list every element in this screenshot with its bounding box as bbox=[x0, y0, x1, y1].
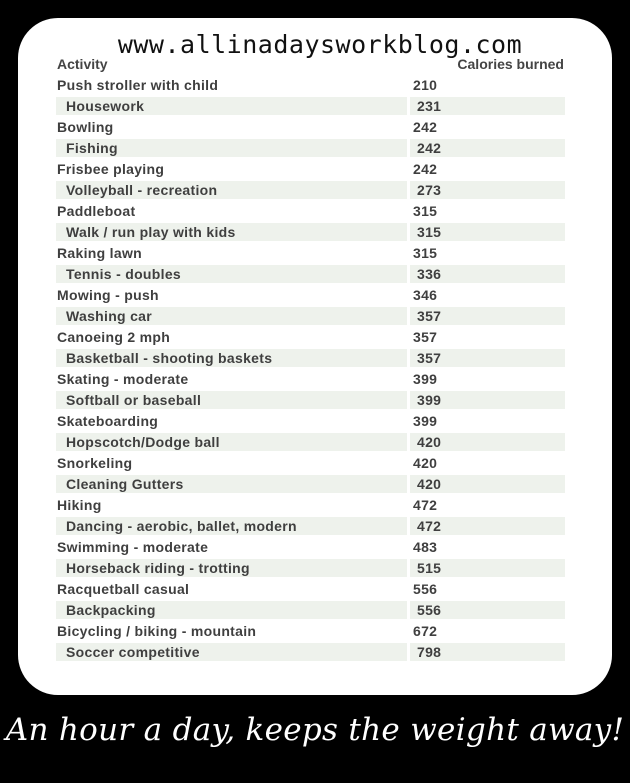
activity-cell: Volleyball - recreation bbox=[56, 181, 407, 199]
calories-cell: 420 bbox=[413, 454, 438, 471]
calories-cell: 483 bbox=[413, 538, 438, 555]
calories-cell: 798 bbox=[410, 643, 565, 661]
activity-cell: Canoeing 2 mph bbox=[57, 328, 171, 345]
calories-cell: 399 bbox=[413, 370, 438, 387]
table-row bbox=[56, 578, 565, 599]
calories-cell: 242 bbox=[413, 118, 438, 135]
table-row bbox=[56, 284, 565, 305]
calories-cell: 399 bbox=[410, 391, 565, 409]
activity-cell: Skating - moderate bbox=[57, 370, 189, 387]
table-row bbox=[56, 263, 565, 284]
calories-cell: 399 bbox=[413, 412, 438, 429]
table-row bbox=[56, 494, 565, 515]
table-row bbox=[56, 410, 565, 431]
calories-cell: 336 bbox=[410, 265, 565, 283]
calories-cell: 273 bbox=[410, 181, 565, 199]
calories-cell: 472 bbox=[413, 496, 438, 513]
calories-cell: 357 bbox=[410, 307, 565, 325]
calories-cell: 242 bbox=[413, 160, 438, 177]
calories-cell: 346 bbox=[413, 286, 438, 303]
activity-cell: Snorkeling bbox=[57, 454, 133, 471]
table-row bbox=[56, 557, 565, 578]
calories-cell: 515 bbox=[410, 559, 565, 577]
calories-cell: 210 bbox=[413, 76, 438, 93]
table-row bbox=[56, 305, 565, 326]
activity-cell: Bicycling / biking - mountain bbox=[57, 622, 257, 639]
activity-cell: Softball or baseball bbox=[56, 391, 407, 409]
calories-cell: 315 bbox=[413, 202, 438, 219]
activity-cell: Skateboarding bbox=[57, 412, 159, 429]
calories-cell: 556 bbox=[410, 601, 565, 619]
activity-cell: Paddleboat bbox=[57, 202, 136, 219]
table-header bbox=[56, 54, 565, 74]
calories-cell: 420 bbox=[410, 433, 565, 451]
activity-cell: Frisbee playing bbox=[57, 160, 165, 177]
table-row bbox=[56, 641, 565, 662]
activity-cell: Hiking bbox=[57, 496, 102, 513]
calories-cell: 556 bbox=[413, 580, 438, 597]
calories-cell: 315 bbox=[410, 223, 565, 241]
calories-cell: 315 bbox=[413, 244, 438, 261]
activity-cell: Cleaning Gutters bbox=[56, 475, 407, 493]
tagline: An hour a day, keeps the weight away! bbox=[5, 712, 625, 748]
table-row bbox=[56, 515, 565, 536]
table-row bbox=[56, 95, 565, 116]
table-row bbox=[56, 242, 565, 263]
activity-cell: Swimming - moderate bbox=[57, 538, 209, 555]
calories-cell: 231 bbox=[410, 97, 565, 115]
calories-table bbox=[56, 54, 565, 662]
table-row bbox=[56, 221, 565, 242]
activity-cell: Mowing - push bbox=[57, 286, 159, 303]
table-row bbox=[56, 431, 565, 452]
activity-cell: Push stroller with child bbox=[57, 76, 219, 93]
table-row bbox=[56, 452, 565, 473]
column-header-activity: Activity bbox=[57, 56, 108, 72]
site-url: www.allinadaysworkblog.com bbox=[117, 30, 523, 59]
table-row bbox=[56, 347, 565, 368]
table-row bbox=[56, 74, 565, 95]
table-row bbox=[56, 599, 565, 620]
table-row bbox=[56, 200, 565, 221]
table-row bbox=[56, 326, 565, 347]
calories-cell: 242 bbox=[410, 139, 565, 157]
calories-cell: 357 bbox=[413, 328, 438, 345]
table-body bbox=[56, 74, 565, 662]
calories-cell: 357 bbox=[410, 349, 565, 367]
activity-cell: Basketball - shooting baskets bbox=[56, 349, 407, 367]
activity-cell: Dancing - aerobic, ballet, modern bbox=[56, 517, 407, 535]
activity-cell: Housework bbox=[56, 97, 407, 115]
activity-cell: Backpacking bbox=[56, 601, 407, 619]
table-row bbox=[56, 536, 565, 557]
activity-cell: Horseback riding - trotting bbox=[56, 559, 407, 577]
calories-cell: 472 bbox=[410, 517, 565, 535]
calories-cell: 672 bbox=[413, 622, 438, 639]
activity-cell: Raking lawn bbox=[57, 244, 142, 261]
content-card bbox=[18, 18, 612, 695]
activity-cell: Soccer competitive bbox=[56, 643, 407, 661]
activity-cell: Bowling bbox=[57, 118, 114, 135]
table-row bbox=[56, 158, 565, 179]
activity-cell: Washing car bbox=[56, 307, 407, 325]
table-row bbox=[56, 368, 565, 389]
table-row bbox=[56, 137, 565, 158]
activity-cell: Walk / run play with kids bbox=[56, 223, 407, 241]
activity-cell: Racquetball casual bbox=[57, 580, 190, 597]
table-row bbox=[56, 116, 565, 137]
activity-cell: Tennis - doubles bbox=[56, 265, 407, 283]
table-row bbox=[56, 389, 565, 410]
calories-cell: 420 bbox=[410, 475, 565, 493]
activity-cell: Hopscotch/Dodge ball bbox=[56, 433, 407, 451]
table-row bbox=[56, 179, 565, 200]
table-row bbox=[56, 620, 565, 641]
table-row bbox=[56, 473, 565, 494]
column-header-calories: Calories burned bbox=[457, 56, 564, 72]
activity-cell: Fishing bbox=[56, 139, 407, 157]
